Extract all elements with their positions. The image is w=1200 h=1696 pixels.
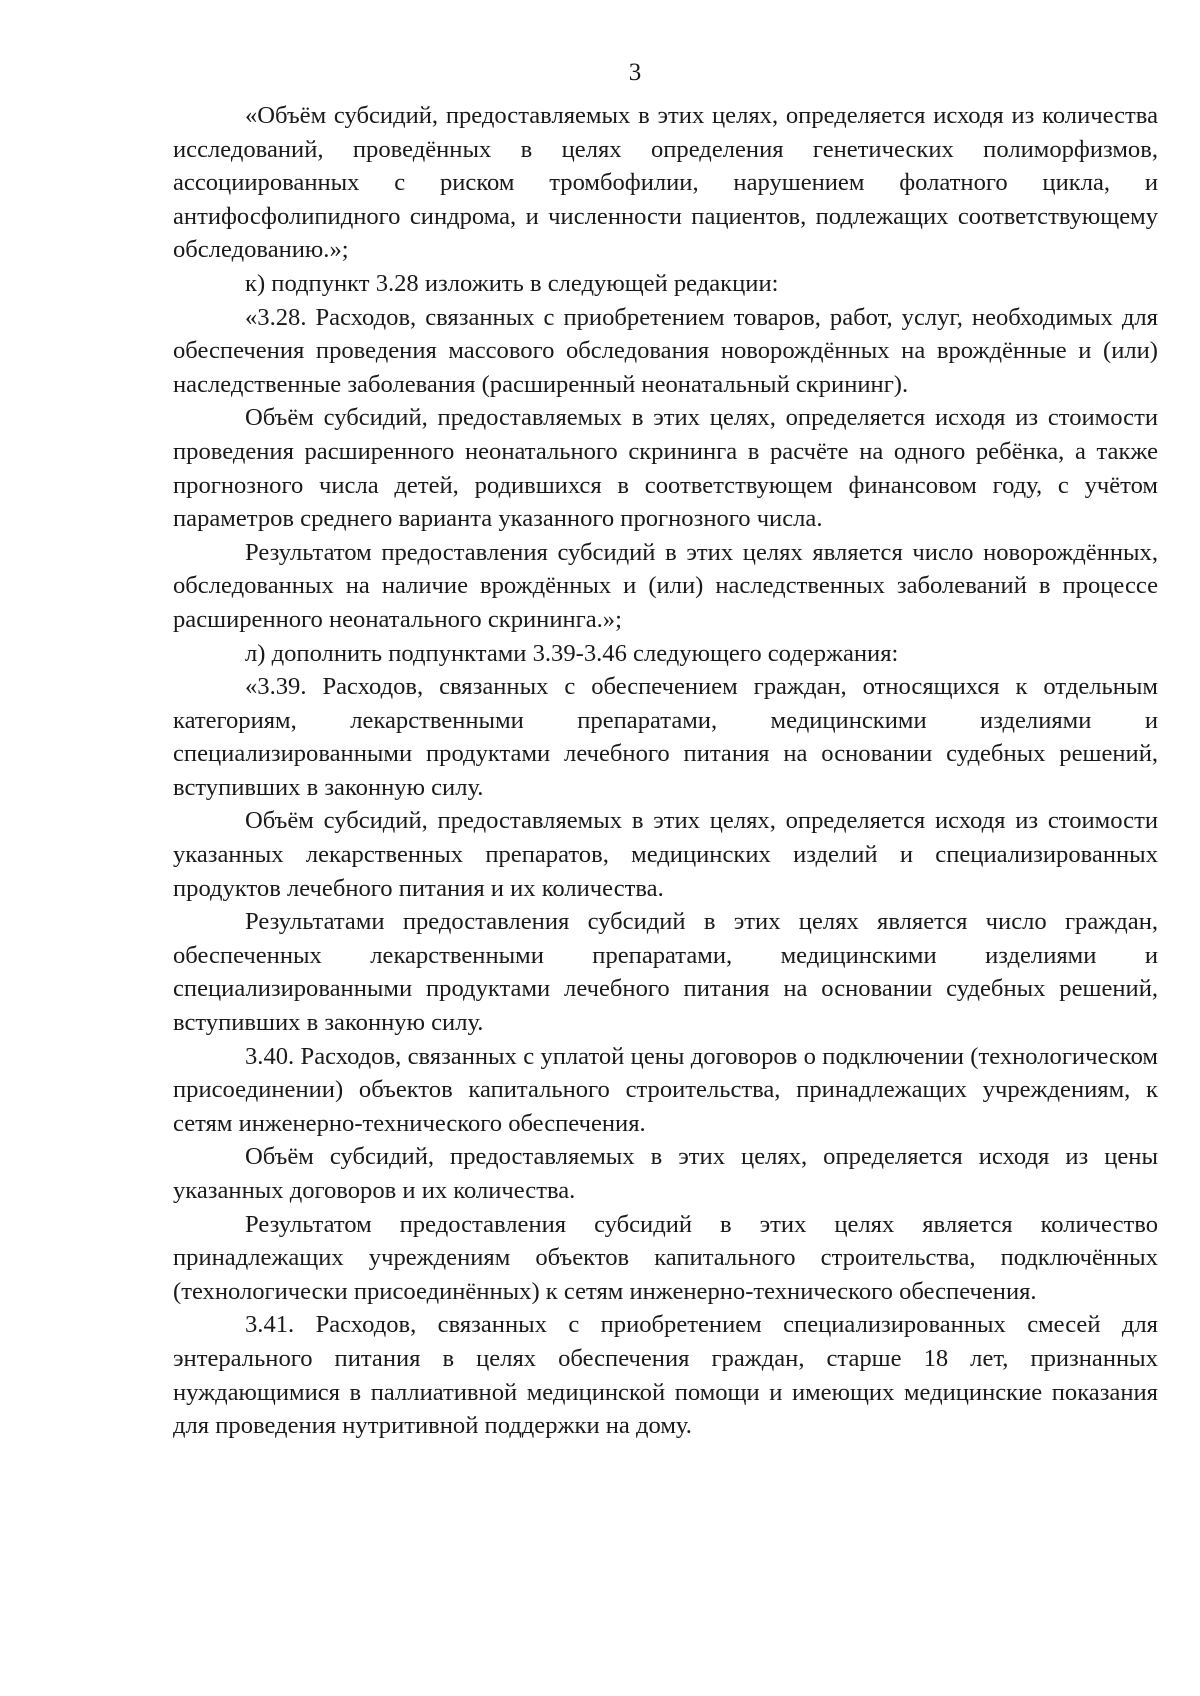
- paragraph: Объём субсидий, предоставляемых в этих целях, определяется исходя из стоимости проведения расширенного неонатального скрининга в расчёте на одного ребёнка, а также прогнозного числа детей, родившихся в соответствующем финансовом году, с учётом параметров среднего варианта указанного прогнозного числа.: [173, 404, 1158, 533]
- paragraph: Результатом предоставления субсидий в этих целях является количество принадлежащих учреждениям объектов капитального строительства, подключённых (технологически присоединённых) к сетям инженерно-технического обеспечения.: [173, 1210, 1158, 1305]
- paragraph: «Объём субсидий, предоставляемых в этих целях, определяется исходя из количества исследований, проведённых в целях определения генетических полиморфизмов, ассоциированных с риском тромбофилии, нарушением фолатного цикла, и антифосфолипидного синдрома, и численности пациентов, подлежащих соответствующему обследованию.»;: [173, 102, 1158, 264]
- paragraph: Объём субсидий, предоставляемых в этих целях, определяется исходя из цены указанных договоров и их количества.: [173, 1143, 1158, 1204]
- page-number: 3: [628, 59, 642, 86]
- paragraph: 3.40. Расходов, связанных с уплатой цены договоров о подключении (технологическом присоединении) объектов капитального строительства, принадлежащих учреждениям, к сетям инженерно-технического обеспечения.: [173, 1042, 1158, 1137]
- paragraph: Объём субсидий, предоставляемых в этих целях, определяется исходя из стоимости указанных лекарственных препаратов, медицинских изделий и специализированных продуктов лечебного питания и их количества.: [173, 807, 1158, 902]
- paragraph: л) дополнить подпунктами 3.39-3.46 следующего содержания:: [245, 639, 899, 667]
- paragraph: к) подпункт 3.28 изложить в следующей редакции:: [245, 269, 779, 297]
- paragraph: Результатами предоставления субсидий в этих целях является число граждан, обеспеченных лекарственными препаратами, медицинскими изделиями и специализированными продуктами лечебного питания на основании судебных решений, вступивших в законную силу.: [173, 908, 1158, 1037]
- paragraph: 3.41. Расходов, связанных с приобретением специализированных смесей для энтерального питания в целях обеспечения граждан, старше 18 лет, признанных нуждающимися в паллиативной медицинской помощи и имеющих медицинские показания для проведения нутритивной поддержки на дому.: [173, 1311, 1158, 1440]
- paragraph: «3.39. Расходов, связанных с обеспечением граждан, относящихся к отдельным категориям, лекарственными препаратами, медицинскими изделиями и специализированными продуктами лечебного питания на основании судебных решений, вступивших в законную силу.: [173, 673, 1158, 801]
- paragraph: «3.28. Расходов, связанных с приобретением товаров, работ, услуг, необходимых для обеспечения проведения массового обследования новорождённых на врождённые и (или) наследственные заболевания (расширенный неонатальный скрининг).: [173, 303, 1158, 398]
- document-body: [173, 99, 1158, 1443]
- paragraph: Результатом предоставления субсидий в этих целях является число новорождённых, обследованных на наличие врождённых и (или) наследственных заболеваний в процессе расширенного неонатального скрининга.»;: [173, 538, 1158, 633]
